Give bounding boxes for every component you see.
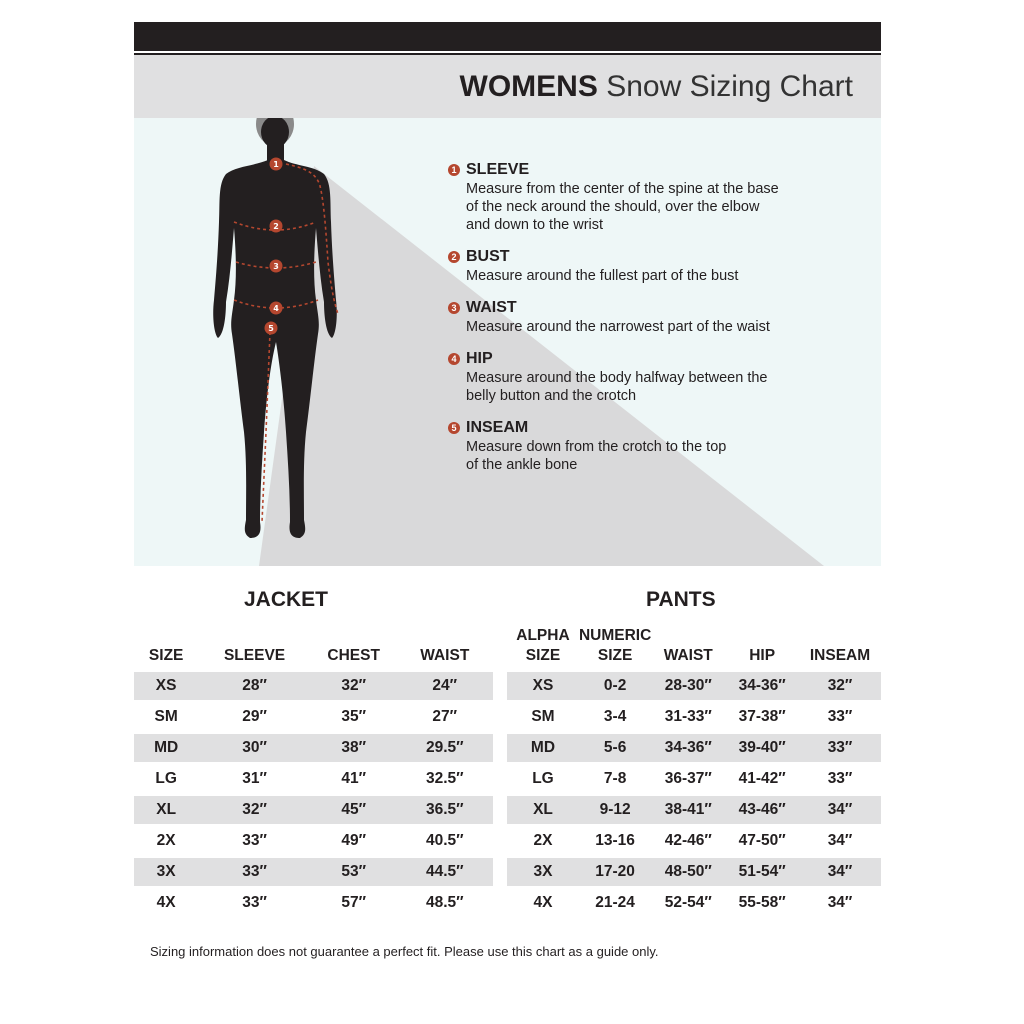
measure-inseam [448,418,828,474]
table-row [134,672,493,703]
measure-name: HIP [466,350,493,367]
column-header [799,624,881,672]
table-cell: XS [507,672,579,703]
table-cell: 44.5″ [397,858,493,889]
table-cell: 34″ [799,889,881,920]
table-row [507,703,881,734]
table-cell: 0-2 [579,672,651,703]
svg-text:3: 3 [273,262,279,271]
table-cell: 47-50″ [725,827,799,858]
column-header: SIZE [148,647,184,664]
table-cell: 51-54″ [725,858,799,889]
table-cell: 2X [507,827,579,858]
measure-hip [448,349,828,405]
table-cell: 36.5″ [397,796,493,827]
column-header [725,624,799,672]
table-cell: 3X [507,858,579,889]
table-row [507,827,881,858]
table-cell: 35″ [311,703,397,734]
header-line: HIP [749,647,776,664]
title-light: Snow Sizing Chart [606,70,853,103]
table-cell: 38″ [311,734,397,765]
table-row [507,765,881,796]
table-row [134,703,493,734]
measure-sleeve [448,160,828,234]
table-cell: 36-37″ [651,765,725,796]
table-cell: 13-16 [579,827,651,858]
table-row [134,796,493,827]
pants-title: PANTS [646,588,716,611]
column-header [651,624,725,672]
table-cell: 29″ [198,703,311,734]
measure-desc-line: and down to the wrist [466,217,604,233]
table-cell: 28″ [198,672,311,703]
table-cell: 45″ [311,796,397,827]
table-cell: 32″ [799,672,881,703]
measure-desc-line: Measure around the body halfway between the [466,370,768,386]
table-cell: MD [134,734,198,765]
table-cell: XS [134,672,198,703]
table-cell: 37-38″ [725,703,799,734]
table-cell: 33″ [198,889,311,920]
pants-size-table [507,624,881,920]
table-row [507,734,881,765]
table-cell: 41-42″ [725,765,799,796]
header-bar [134,22,881,51]
table-cell: LG [134,765,198,796]
measure-desc-line: of the neck around the should, over the elbow [466,199,760,215]
table-cell: 34-36″ [725,672,799,703]
marker-3-icon: 3 [448,302,460,314]
table-cell: 32″ [198,796,311,827]
column-header: SLEEVE [223,647,286,664]
table-cell: 30″ [198,734,311,765]
table-cell: 28-30″ [651,672,725,703]
header-line: SIZE [597,647,633,664]
column-header [579,624,651,672]
table-cell: 4X [134,889,198,920]
table-cell: SM [134,703,198,734]
header-line: SIZE [525,647,561,664]
marker-4-icon: 4 [448,353,460,365]
header-line: WAIST [663,647,713,664]
table-cell: 33″ [198,858,311,889]
measure-name: WAIST [466,299,517,316]
header-line: NUMERIC [578,627,652,644]
table-row [134,827,493,858]
marker-5-icon: 5 [448,422,460,434]
table-row [507,858,881,889]
table-cell: XL [507,796,579,827]
jacket-title: JACKET [244,588,329,611]
woman-silhouette-icon [204,118,364,547]
jacket-size-table [134,624,493,920]
table-cell: 34-36″ [651,734,725,765]
table-cell: 34″ [799,858,881,889]
table-cell: 32″ [311,672,397,703]
measure-desc-line: belly button and the crotch [466,388,637,404]
table-cell: 34″ [799,827,881,858]
table-cell: 2X [134,827,198,858]
svg-text:4: 4 [273,304,279,313]
measure-name: BUST [466,248,510,265]
table-cell: 9-12 [579,796,651,827]
measure-name: SLEEVE [466,161,530,178]
table-cell: 3X [134,858,198,889]
table-row [507,796,881,827]
svg-text:5: 5 [268,324,274,333]
table-cell: 4X [507,889,579,920]
title-band [134,55,881,118]
table-cell: 55-58″ [725,889,799,920]
table-cell: LG [507,765,579,796]
table-cell: 29.5″ [397,734,493,765]
table-row [507,889,881,920]
column-header: CHEST [327,647,380,664]
table-row [134,889,493,920]
measure-waist [448,298,828,336]
table-cell: 32.5″ [397,765,493,796]
measure-desc-line: Measure around the narrowest part of the waist [466,319,770,335]
table-cell: MD [507,734,579,765]
table-cell: 31-33″ [651,703,725,734]
table-header-row [134,624,493,672]
table-cell: 27″ [397,703,493,734]
table-cell: 33″ [799,765,881,796]
disclaimer-footnote: Sizing information does not guarantee a perfect fit. Please use this chart as a guide only. [150,944,659,959]
table-cell: 38-41″ [651,796,725,827]
table-cell: 43-46″ [725,796,799,827]
measurement-panel [134,118,881,566]
table-cell: 39-40″ [725,734,799,765]
measure-desc-line: Measure from the center of the spine at the base [466,181,779,197]
svg-text:2: 2 [273,222,279,231]
table-cell: 33″ [799,703,881,734]
table-cell: 48.5″ [397,889,493,920]
table-header-row [507,624,881,672]
table-cell: 52-54″ [651,889,725,920]
table-cell: 17-20 [579,858,651,889]
svg-text:1: 1 [273,160,279,169]
table-row [134,765,493,796]
table-cell: 57″ [311,889,397,920]
table-cell: 5-6 [579,734,651,765]
header-line: INSEAM [809,647,871,664]
measure-desc-line: Measure down from the crotch to the top [466,439,727,455]
table-row [134,734,493,765]
measure-bust [448,247,828,285]
measurement-list [448,160,828,487]
measure-desc-line: Measure around the fullest part of the bust [466,268,739,284]
table-cell: 53″ [311,858,397,889]
header-line: ALPHA [516,627,570,644]
table-cell: 24″ [397,672,493,703]
table-cell: 33″ [799,734,881,765]
marker-1-icon: 1 [448,164,460,176]
column-header: WAIST [420,647,470,664]
table-cell: 34″ [799,796,881,827]
measure-name: INSEAM [466,419,529,436]
table-cell: 49″ [311,827,397,858]
marker-2-icon: 2 [448,251,460,263]
table-cell: 40.5″ [397,827,493,858]
table-cell: 21-24 [579,889,651,920]
measure-desc-line: of the ankle bone [466,457,578,473]
table-cell: 33″ [198,827,311,858]
table-row [507,672,881,703]
table-cell: 31″ [198,765,311,796]
table-cell: 48-50″ [651,858,725,889]
table-cell: SM [507,703,579,734]
page-title [460,69,853,105]
title-bold: WOMENS [459,70,598,103]
table-cell: 7-8 [579,765,651,796]
column-header [507,624,579,672]
table-cell: 42-46″ [651,827,725,858]
table-cell: 41″ [311,765,397,796]
table-cell: XL [134,796,198,827]
table-row [134,858,493,889]
table-cell: 3-4 [579,703,651,734]
